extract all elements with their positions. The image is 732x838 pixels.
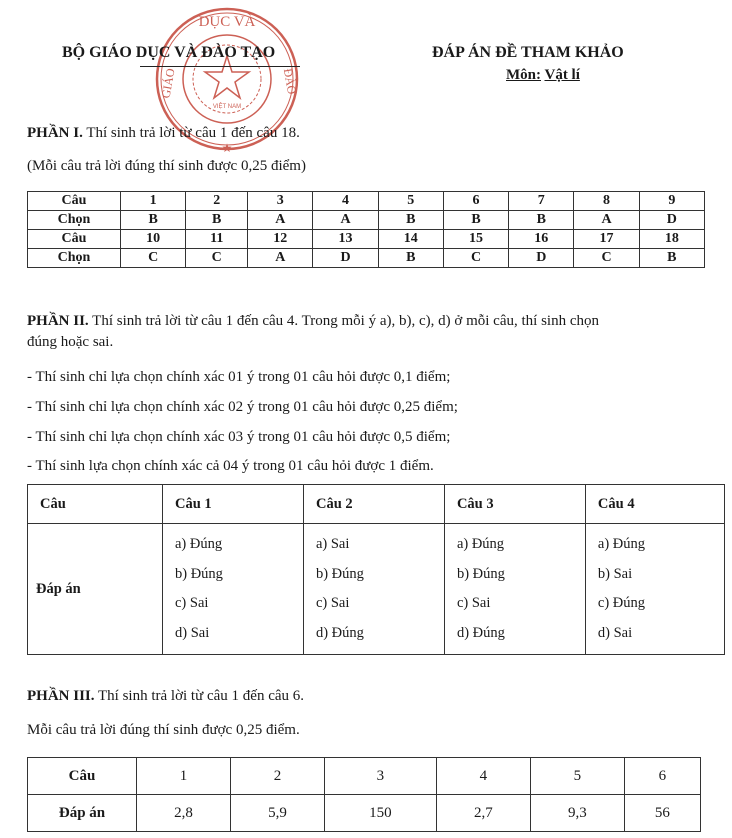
part2-heading: PHẦN II. [27,313,89,329]
table-cell: 2 [186,192,248,211]
table-row [28,795,701,832]
answer-cell-q3 [444,524,585,655]
table-header-cell: Câu 3 [444,485,585,524]
answer-row-label: Đáp án [28,524,163,655]
table-row [28,758,701,795]
answer-item: b) Đúng [175,565,223,582]
answer-item: c) Sai [315,595,350,611]
answer-item: c) Sai [456,595,491,611]
table-cell: B [639,249,704,268]
part2-rule: - Thí sinh chỉ lựa chọn chính xác 02 ý trong 01 câu hỏi được 0,25 điểm; [27,399,458,415]
table-cell: B [443,211,508,230]
seal-right-text: ĐÀO [280,67,300,96]
table-cell: B [121,211,186,230]
answer-cell-q4 [585,524,724,655]
document-title: ĐÁP ÁN ĐỀ THAM KHẢO [432,44,624,61]
table-cell: 1 [121,192,186,211]
table-cell: 17 [574,230,639,249]
part2-answer-table [27,484,725,655]
part1-heading: PHẦN I. [27,125,83,141]
answer-item: b) Đúng [456,565,505,582]
answer-cell-q1 [163,524,304,655]
table-cell: 9 [639,192,704,211]
table-cell: 56 [624,795,700,832]
subject-value: Vật lí [544,67,580,83]
part1-intro-text: Thí sinh trả lời từ câu 1 đến câu 18. [82,125,300,141]
table-header-cell: Câu [28,758,137,795]
subject-line [506,67,580,84]
table-header-cell: 6 [624,758,700,795]
table-cell: D [313,249,378,268]
table-row [28,230,705,249]
part2-intro-line2: đúng hoặc sai. [27,334,114,350]
part3-intro [27,688,304,705]
ministry-underline [140,66,300,67]
table-cell: B [186,211,248,230]
table-cell: 2,7 [436,795,530,832]
table-header-cell: Câu 4 [585,485,724,524]
answer-item: b) Đúng [315,565,364,582]
table-cell: 150 [325,795,437,832]
answer-item: d) Đúng [315,624,364,641]
part2-rule: - Thí sinh chỉ lựa chọn chính xác 01 ý trong 01 câu hỏi được 0,1 điểm; [27,369,451,385]
answer-row-label: Đáp án [28,795,137,832]
table-row [28,485,725,524]
table-cell: 5 [378,192,443,211]
table-cell: 4 [313,192,378,211]
table-header-cell: 1 [137,758,231,795]
table-cell: A [248,249,313,268]
table-cell: 13 [313,230,378,249]
seal-inner-text: VIỆT NAM [212,104,242,110]
table-cell: 2,8 [137,795,231,832]
part3-answer-table [27,757,701,832]
table-cell: 7 [509,192,574,211]
table-row [28,192,705,211]
table-cell: B [378,211,443,230]
table-cell: C [574,249,639,268]
table-cell: Câu [28,192,121,211]
table-cell: A [313,211,378,230]
table-cell: 12 [248,230,313,249]
answer-item: a) Đúng [175,536,223,552]
table-header-cell: 4 [436,758,530,795]
svg-text:★: ★ [221,141,233,154]
table-cell: 9,3 [530,795,624,832]
table-header-cell: 3 [325,758,437,795]
table-cell: B [378,249,443,268]
table-header-cell: Câu 2 [303,485,444,524]
table-cell: A [574,211,639,230]
seal-top-text: DỤC VÀ [198,14,256,30]
answer-item: c) Đúng [597,595,646,611]
table-header-cell: Câu [28,485,163,524]
table-row [28,524,725,655]
table-cell: A [248,211,313,230]
answer-item: d) Sai [175,624,210,641]
table-cell: C [121,249,186,268]
table-cell: 3 [248,192,313,211]
table-cell: Chọn [28,211,121,230]
table-cell: 11 [186,230,248,249]
table-cell: D [509,249,574,268]
table-cell: 16 [509,230,574,249]
table-cell: 14 [378,230,443,249]
part1-intro [27,125,300,142]
table-cell: C [443,249,508,268]
answer-item: a) Đúng [597,536,646,552]
part2-intro [27,313,599,330]
answer-item: d) Đúng [456,624,505,641]
part3-note: Mỗi câu trả lời đúng thí sinh được 0,25 điểm. [27,722,300,738]
part2-rule: - Thí sinh chỉ lựa chọn chính xác 03 ý trong 01 câu hỏi được 0,5 điểm; [27,429,451,445]
table-cell: 15 [443,230,508,249]
table-header-cell: 5 [530,758,624,795]
table-cell: 8 [574,192,639,211]
table-cell: D [639,211,704,230]
answer-cell-q2 [303,524,444,655]
table-header-cell: Câu 1 [163,485,304,524]
part3-intro-text: Thí sinh trả lời từ câu 1 đến câu 6. [94,688,305,704]
answer-item: a) Sai [315,536,350,552]
table-header-cell: 2 [231,758,325,795]
answer-item: a) Đúng [456,536,505,552]
part1-note: (Mỗi câu trả lời đúng thí sinh được 0,25 điểm) [27,158,306,174]
subject-label: Môn: [506,67,541,83]
table-cell: 10 [121,230,186,249]
part1-answer-table [27,191,705,268]
part2-intro-text: Thí sinh trả lời từ câu 1 đến câu 4. Trong mỗi ý a), b), c), d) ở mỗi câu, thí sinh chọn [88,313,599,329]
answer-item: c) Sai [175,595,209,611]
answer-item: d) Sai [597,624,633,641]
table-row [28,211,705,230]
table-row [28,249,705,268]
table-cell: Câu [28,230,121,249]
ministry-name: BỘ GIÁO DỤC VÀ ĐÀO TẠO [62,44,276,61]
part2-rule: - Thí sinh lựa chọn chính xác cả 04 ý trong 01 câu hỏi được 1 điểm. [27,458,434,474]
answer-item: b) Sai [597,565,633,582]
part3-heading: PHẦN III. [27,688,95,704]
seal-left-text: GIÁO [158,67,178,100]
table-cell: 18 [639,230,704,249]
table-cell: C [186,249,248,268]
table-cell: B [509,211,574,230]
table-cell: 6 [443,192,508,211]
table-cell: Chọn [28,249,121,268]
table-cell: 5,9 [231,795,325,832]
